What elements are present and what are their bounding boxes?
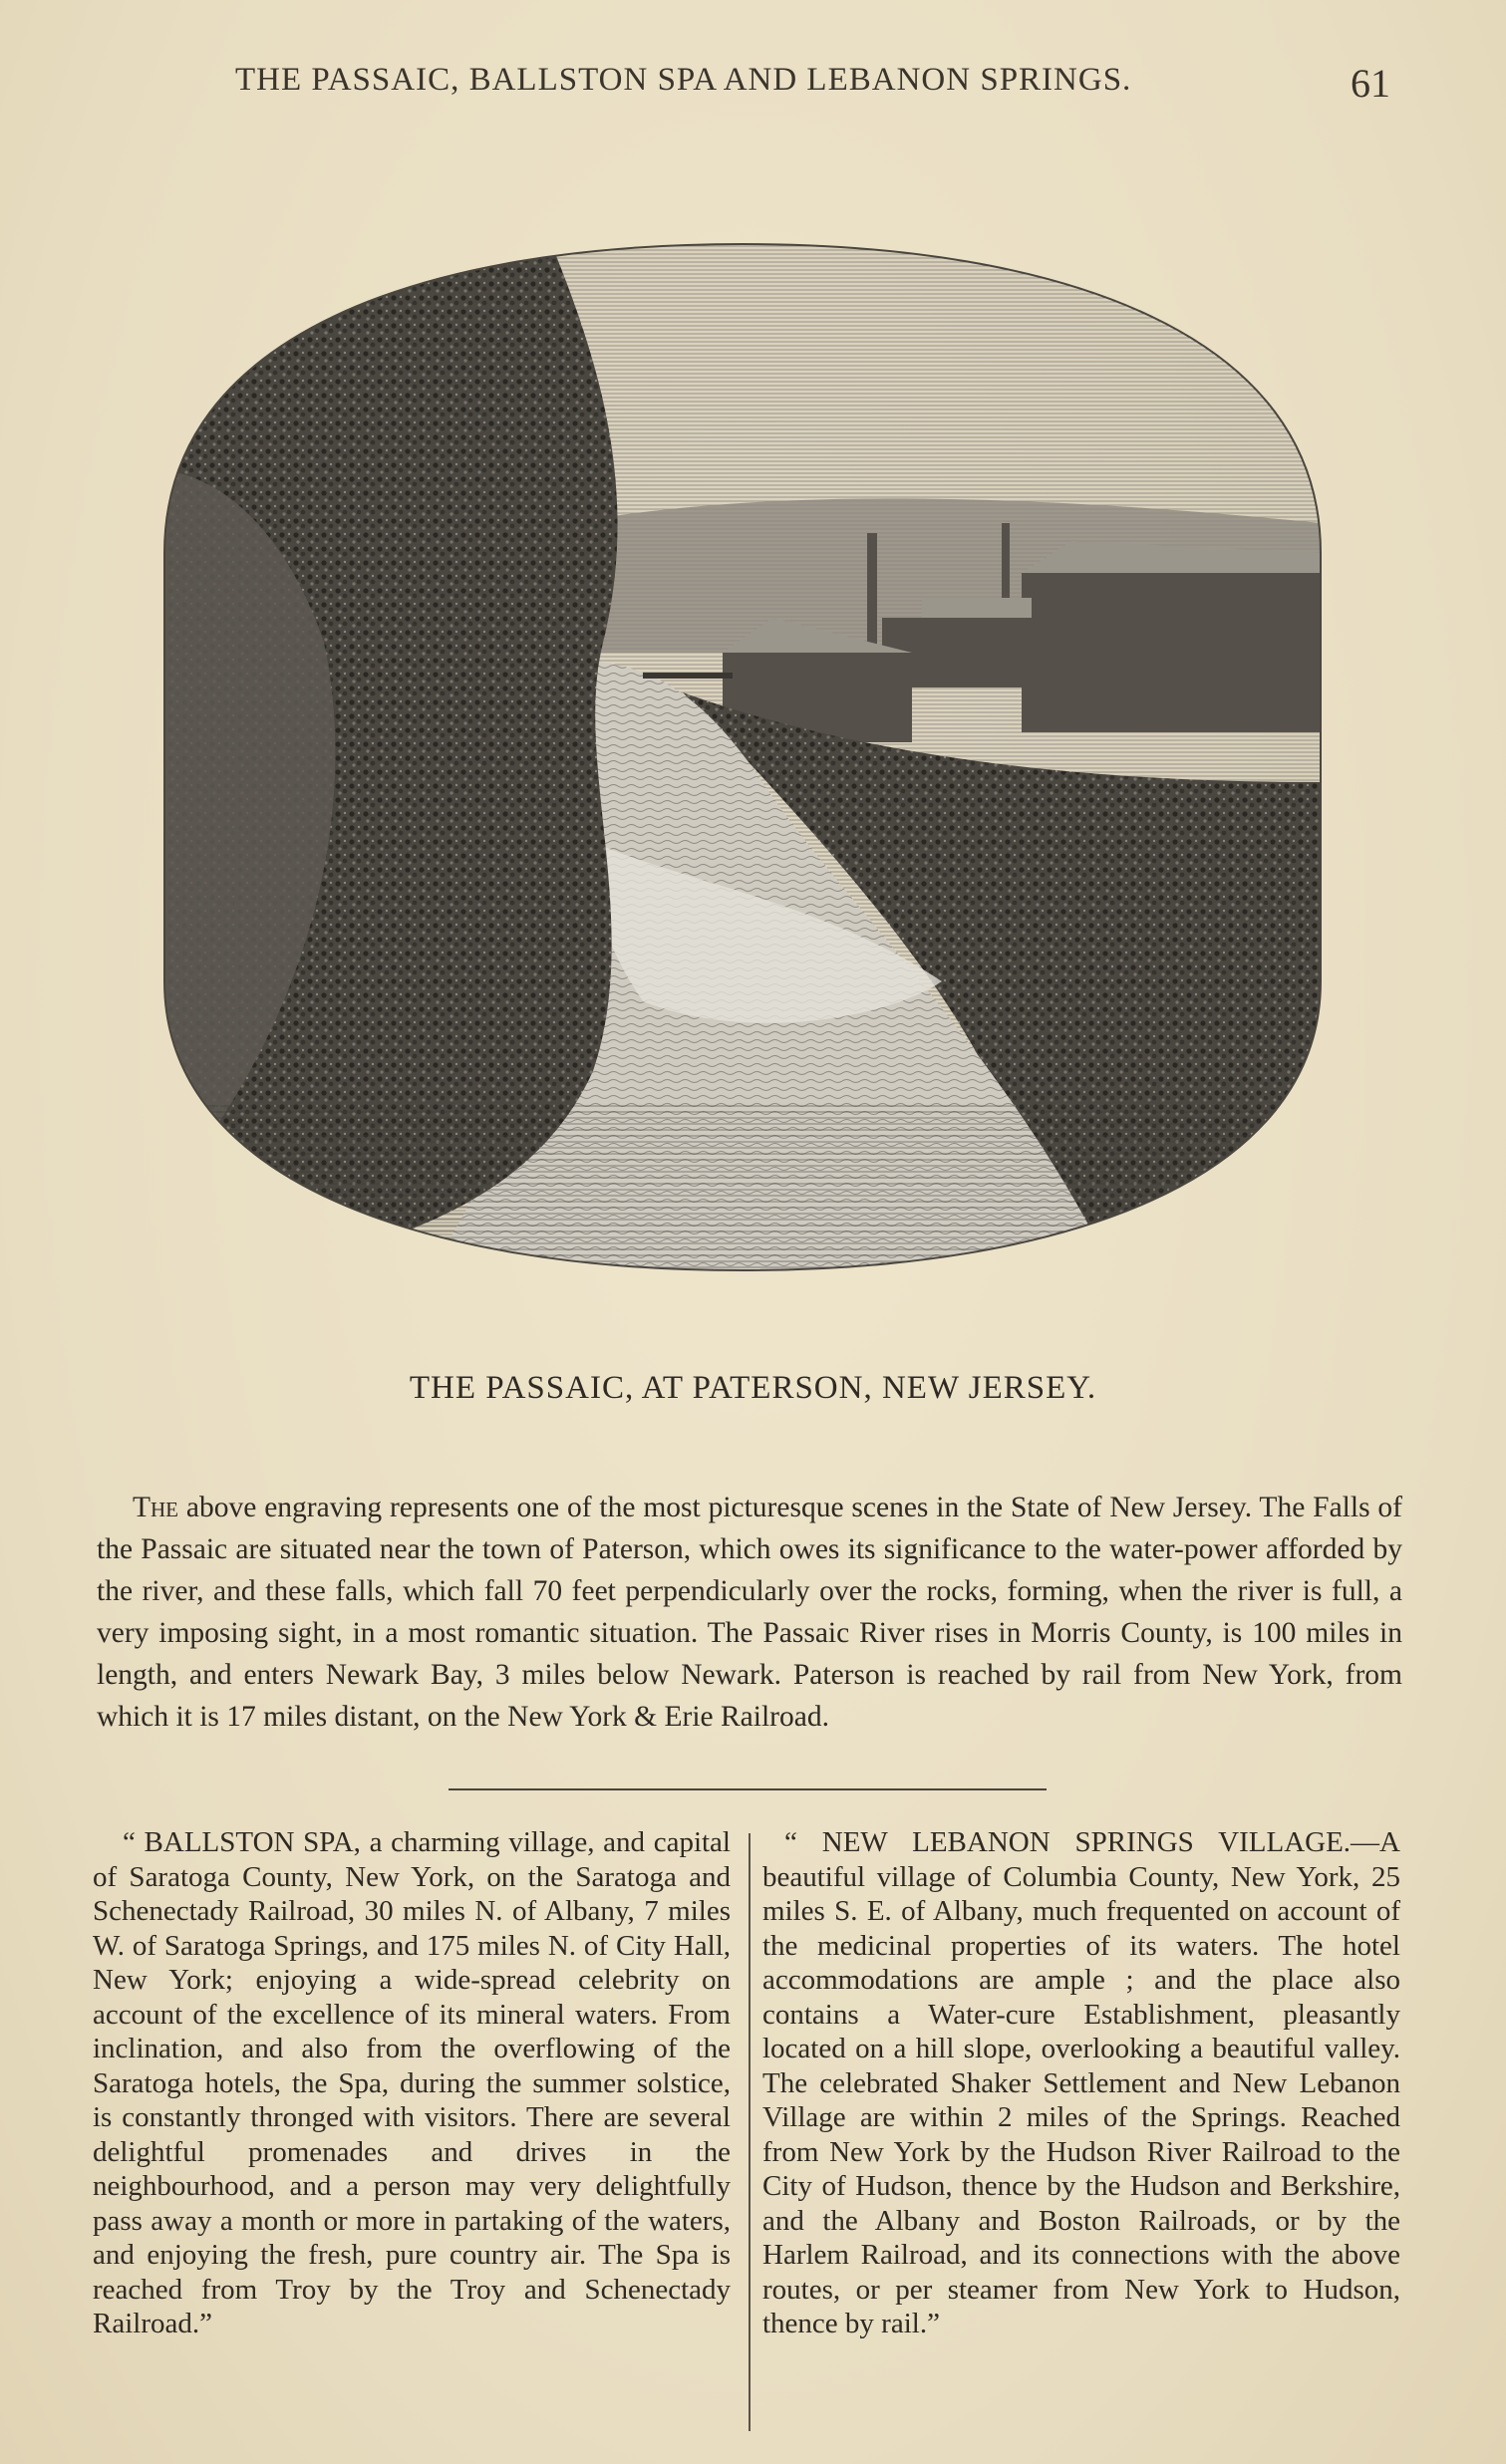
ballston-spa-heading: “ BALLSTON SPA, [123,1826,361,1858]
ballston-spa-column [93,1825,731,2341]
engraving-description [97,1487,1402,1738]
running-title: THE PASSAIC, BALLSTON SPA AND LEBANON SPRINGS. [235,62,1132,98]
description-lead-word: The [133,1491,179,1523]
description-body: above engraving represents one of the most picturesque scenes in the State of New Jersey. The Falls of the Passaic are situated near the town of Paterson, which owes its significance to the water-power afforded by the river, and these falls, which fall 70 feet perpendicularly over the rocks, forming, when the river is full, a very imposing sight, in a most romantic situation. The Passaic River rises in Morris County, is 100 miles in length, and enters Newark Bay, 3 miles below Newark. Paterson is reached by rail from New York, from which it is 17 miles distant, on the New York & Erie Railroad. [97,1491,1402,1733]
new-lebanon-text: —A beautiful village of Columbia County, New York, 25 miles S. E. of Albany, much frequented on account of the medicinal properties of its waters. The hotel accommodations are ample ; and the place also contains a Water-cure Establishment, pleasantly located on a hill slope, overlooking a beautiful valley. The celebrated Shaker Settlement and New Lebanon Village are within 2 miles of the Springs. Reached from New York by the Hudson River Railroad to the City of Hudson, thence by the Hudson and Berkshire, and the Albany and Boston Railroads, or by the Harlem Railroad, and its connections with the above routes, or per steamer from New York to Hudson, thence by rail.” [762,1826,1400,2339]
new-lebanon-column [762,1825,1400,2341]
section-divider-rule [449,1788,1047,1790]
new-lebanon-heading: “ NEW LEBANON SPRINGS VILLAGE. [784,1826,1352,1858]
column-divider [749,1833,751,2431]
illustration-caption: THE PASSAIC, AT PATERSON, NEW JERSEY. [409,1370,1097,1406]
passaic-falls-engraving [125,224,1360,1290]
page-number: 61 [1351,61,1390,106]
ballston-spa-text: a charming village, and capital of Saratoga County, New York, on the Saratoga and Schenectady Railroad, 30 miles N. of Albany, 7 miles W. of Saratoga Springs, and 175 miles N. of City Hall, New York; enjoying a wide-spread celebrity on account of the excellence of its mineral waters. From inclination, and also from the overflowing of the Saratoga hotels, the Spa, during the summer solstice, is constantly thronged with visitors. There are several delightful promenades and drives in the neighbourhood, and a person may very delightfully pass away a month or more in partaking of the waters, and enjoying the fresh, pure country air. The Spa is reached from Troy by the Troy and Schenectady Railroad.” [93,1826,731,2339]
